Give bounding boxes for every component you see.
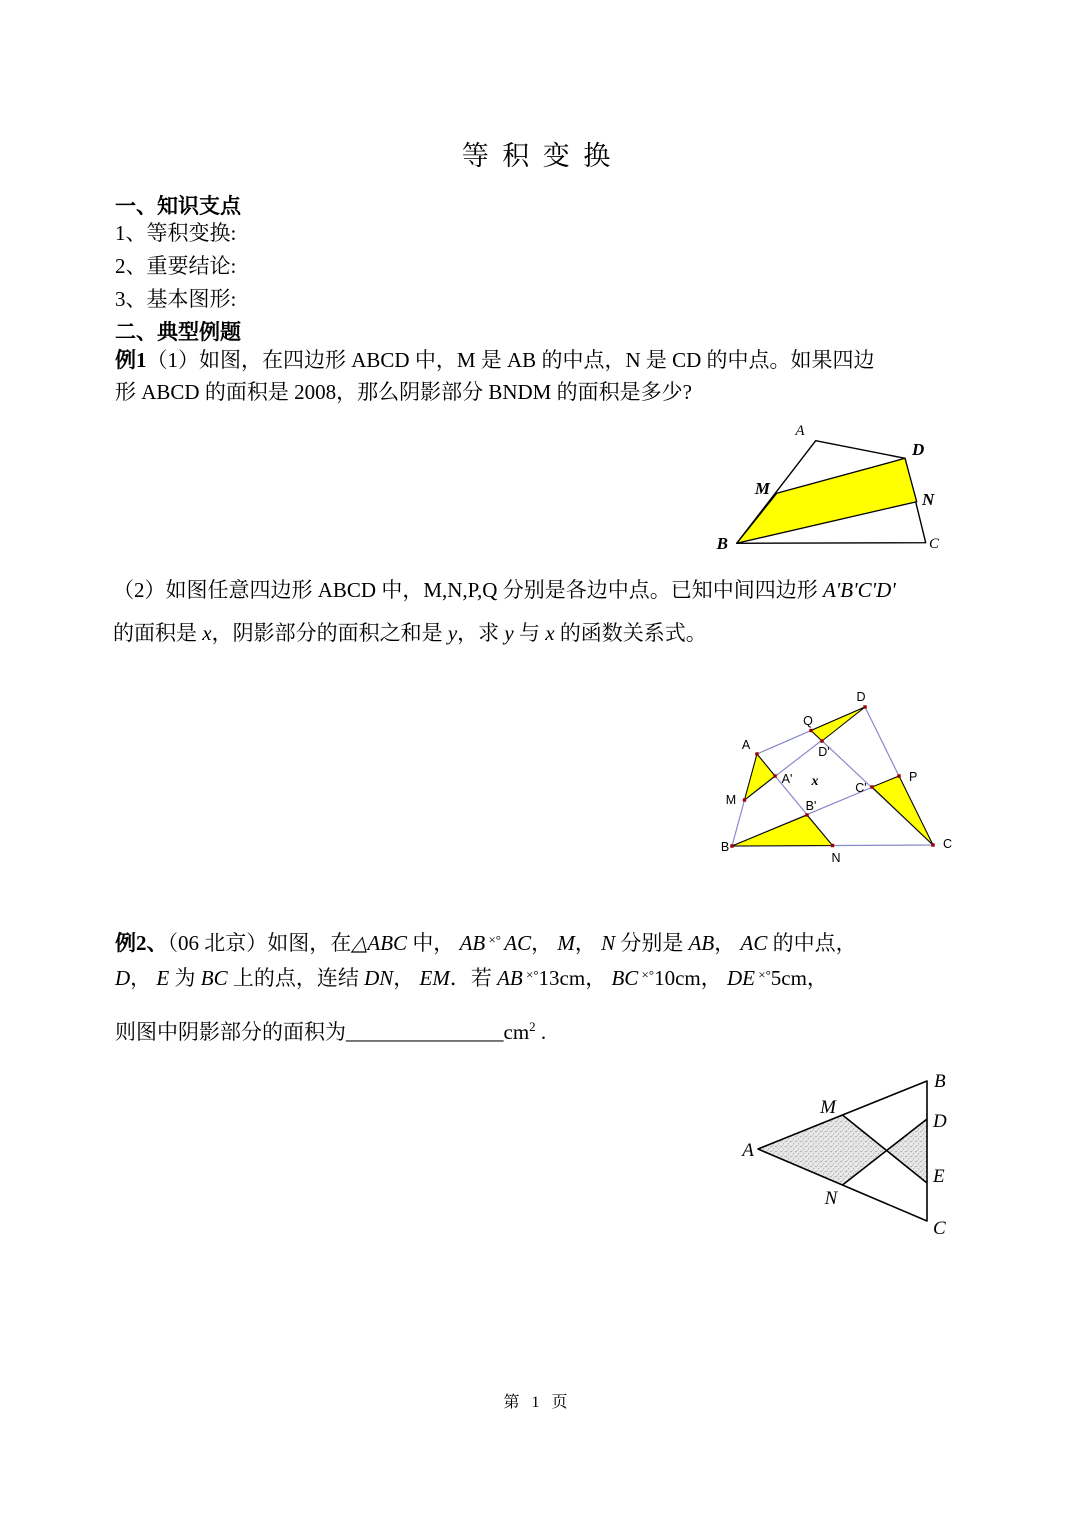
text-segment: D [115,966,131,990]
text-segment: ，求 [457,621,505,645]
heading-examples: 二、典型例题 [115,321,241,344]
text-segment: ×° [522,967,539,982]
figure-ex2-triangle [735,1065,963,1245]
fig1-label-C: C [929,536,940,552]
text-segment: _______________ [346,1020,504,1044]
text-segment: △ABC [351,931,408,955]
text-segment: y [447,621,458,645]
text-segment: 2 [529,1019,536,1034]
shaded-triangle-P-C'-C [872,776,933,845]
fig2-label-A-prime: A' [781,772,793,786]
fig2-label-B: B [720,840,730,854]
text-segment: 10cm， [654,966,727,990]
text-segment: 上的点，连结 [227,966,365,990]
knowledge-item-3: 3、基本图形: [115,287,237,311]
knowledge-item-2: 2、重要结论: [115,254,237,278]
fig3-label-N: N [824,1188,838,1209]
text-segment: 5cm， [770,966,828,990]
fig2-label-A: A [741,738,751,752]
text-segment: ×° [754,967,771,982]
text-segment: . [535,1020,547,1044]
point-B-prime [805,813,808,816]
example1-text-line2 [115,379,692,405]
text-segment: 13cm， [538,966,612,990]
example1-2-text-line2 [113,620,707,646]
point-P [897,774,900,777]
fig2-label-N: N [831,851,841,865]
point-A-prime-Q [809,729,812,732]
text-segment: ×° [485,932,505,947]
point-C [931,843,934,846]
example2-text-line1 [115,930,857,956]
text-segment: DE [726,966,755,990]
fig2-label-Q: Q [803,714,813,728]
text-segment: AB [497,966,523,990]
text-segment: ×° [638,967,655,982]
shaded-triangle-A-A'-M [745,754,776,800]
shaded-triangle-B-B'-N [732,815,833,846]
text-segment: 形 ABCD 的面积是 2008，那么阴影部分 BNDM 的面积是多少? [115,380,692,404]
text-segment: AC [504,931,532,955]
text-segment: 的中点， [767,931,857,955]
fig2-label-C-prime: C' [855,781,867,795]
text-segment: ， [393,966,420,990]
text-segment: （1）如图，在四边形 ABCD 中，M 是 AB 的中点，N 是 CD 的中点。如果四边 [146,348,875,372]
text-segment: ，阴影部分的面积之和是 [211,621,448,645]
text-segment: E [156,966,170,990]
point-A [755,752,758,755]
fig2-label-x: x [811,774,819,789]
text-segment: 则图中阴影部分的面积为 [115,1020,346,1044]
text-segment: EM [419,966,450,990]
heading-knowledge: 一、知识支点 [115,195,241,218]
point-D-prime [820,739,823,742]
text-segment: cm [503,1020,530,1044]
point-N [831,844,834,847]
text-segment: 的面积是 [113,621,203,645]
fig2-label-B-prime: B' [805,799,817,813]
text-segment: 与 [513,621,546,645]
fig3-label-B: B [934,1071,946,1092]
text-segment: BC [611,966,639,990]
text-segment: 分别是 [615,931,689,955]
text-segment: ．若 [449,966,498,990]
example2-text-line3 [115,1019,546,1045]
fig3-label-A: A [742,1140,754,1161]
text-segment: 例1 [115,348,147,372]
page-title: 等 积 变 换 [461,141,614,171]
fig2-label-D: D [856,690,866,704]
text-segment: （06 北京）如图，在 [167,931,352,955]
text-segment: AC [740,931,768,955]
shaded-region-D-E-X [887,1119,927,1183]
fig2-label-P: P [909,770,918,784]
page-footer: 第 1 页 [503,1394,572,1411]
text-segment: x [202,621,212,645]
knowledge-item-1: 1、等积变换: [115,221,237,245]
text-segment: DN [364,966,394,990]
fig1-label-D: D [912,440,925,459]
text-segment: N [601,931,616,955]
fig3-label-M: M [820,1097,836,1118]
text-segment: A'B'C'D' [822,578,896,602]
text-segment: 中， [407,931,460,955]
text-segment: （2）如图任意四边形 ABCD 中，M,N,P,Q 分别是各边中点。已知中间四边形 [113,578,823,602]
text-segment: 为 [169,966,201,990]
example1-text-line1 [115,347,875,373]
example1-2-text-line1 [113,577,896,603]
text-segment: 例2、 [115,931,168,955]
text-segment: ， [574,931,602,955]
point-M [743,798,746,801]
figure-ex1-2-midpoint-quadrilateral [715,685,967,877]
fig2-label-C: C [943,837,953,851]
text-segment: M [557,931,575,955]
fig1-label-B: B [716,534,728,553]
fig2-label-M: M [725,793,737,807]
point-C-prime [870,785,873,788]
shaded-triangle-Q-D-D' [811,707,865,741]
text-segment: y [504,621,514,645]
fig3-label-D: D [933,1111,947,1132]
shaded-region-A-M-X-N [758,1115,887,1185]
fig1-label-M: M [754,479,770,498]
text-segment: AB [459,931,486,955]
text-segment: 的函数关系式。 [554,621,707,645]
text-segment: ， [531,931,558,955]
fig1-label-A: A [795,423,805,439]
text-segment: AB [688,931,715,955]
text-segment: ， [130,966,157,990]
example2-text-line2 [115,965,828,991]
text-segment: ， [714,931,741,955]
fig3-label-C: C [933,1218,946,1239]
fig2-label-D-prime: D' [818,745,830,759]
figure-ex1-quadrilateral [700,418,956,560]
point-A-prime [773,774,776,777]
fig3-label-E: E [933,1166,945,1187]
text-segment: BC [200,966,228,990]
text-segment: x [545,621,555,645]
fig1-label-N: N [922,490,935,509]
point-D [863,705,866,708]
point-B [730,844,733,847]
